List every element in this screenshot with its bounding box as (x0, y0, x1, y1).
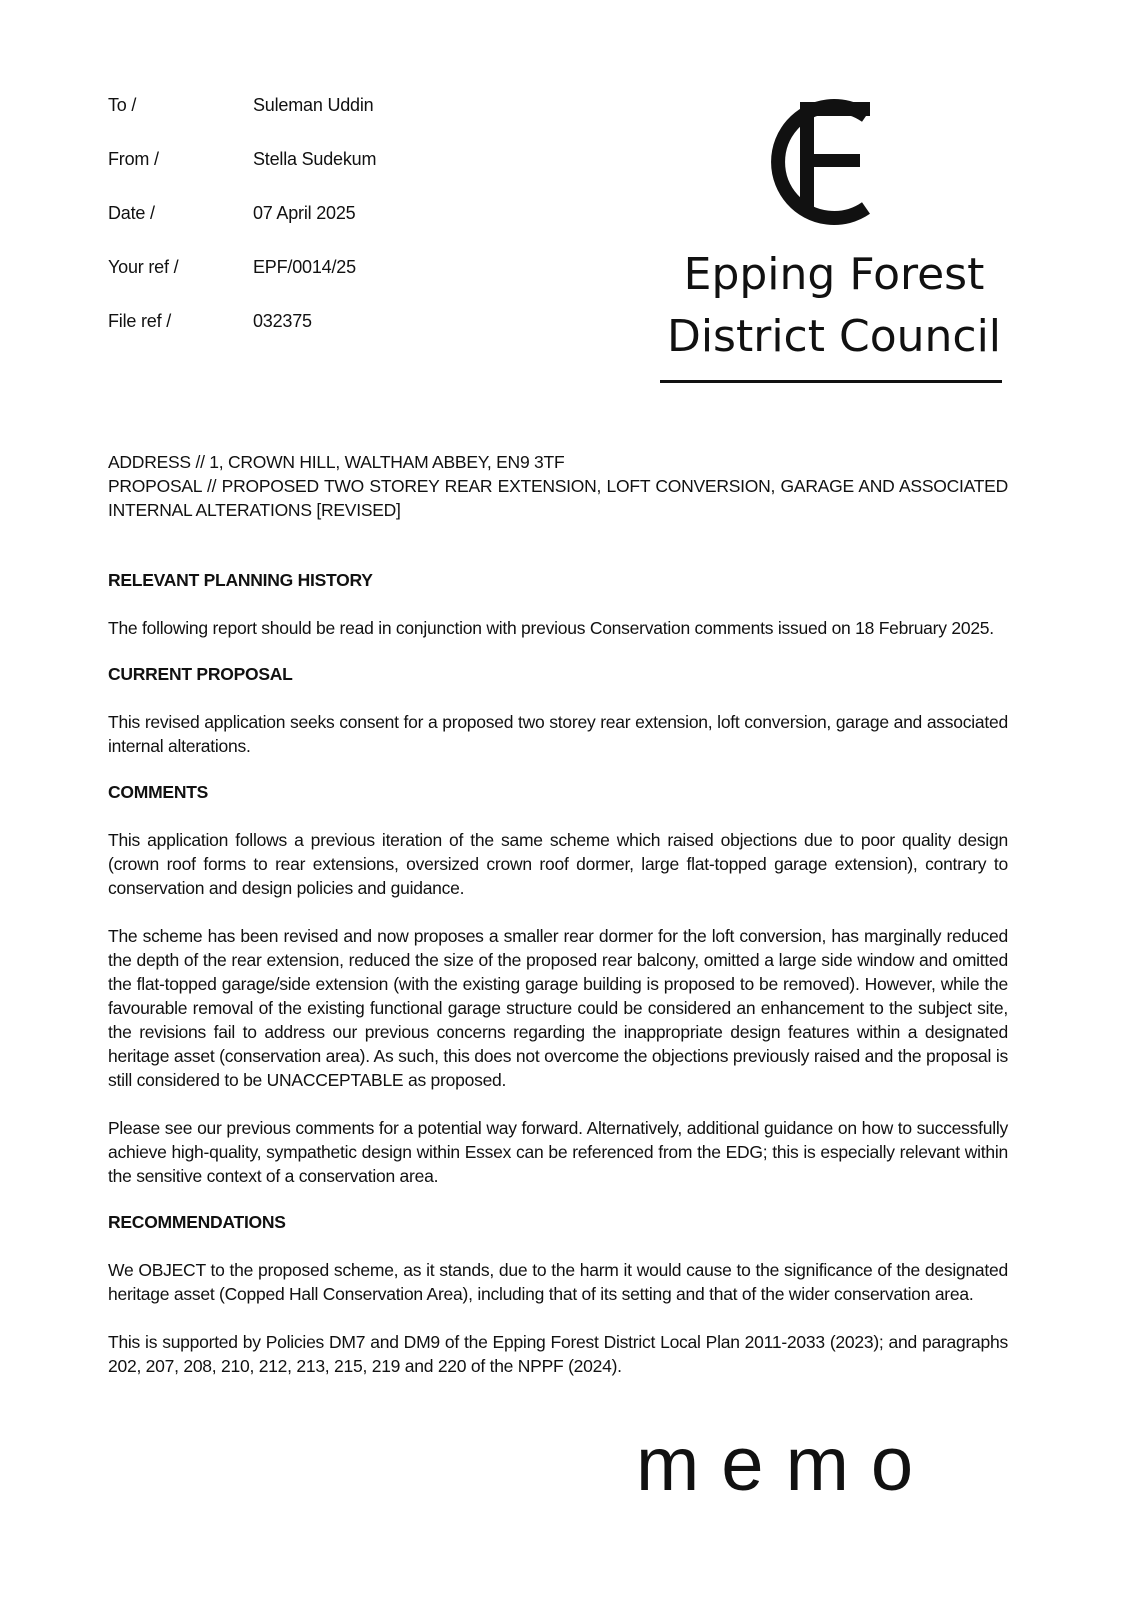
recommendations-paragraph-2: This is supported by Policies DM7 and DM9 of the Epping Forest District Local Plan 2011-2033 (2023); and paragraphs 202, 207, 208, 210, 212, 213, 215, 219 and 220 of the NPPF (2024). (108, 1332, 1008, 1376)
logo-divider (660, 380, 1002, 383)
to-label: To / (108, 95, 137, 115)
address-line: ADDRESS // 1, CROWN HILL, WALTHAM ABBEY, EN9 3TF (108, 452, 565, 472)
recommendations-paragraph-1: We OBJECT to the proposed scheme, as it stands, due to the harm it would cause to the significance of the designated heritage asset (Copped Hall Conservation Area), including that of its setting and that of the wider conservation area. (108, 1260, 1008, 1304)
your-ref-row (108, 256, 528, 310)
council-name-line1: Epping Forest (683, 249, 985, 300)
your-ref-label: Your ref / (108, 257, 179, 277)
council-logo (660, 88, 1008, 388)
file-ref-label: File ref / (108, 311, 172, 331)
comments-heading: COMMENTS (108, 782, 209, 802)
memo-label: memo (636, 1422, 936, 1507)
date-label: Date / (108, 203, 155, 223)
recommendations-heading: RECOMMENDATIONS (108, 1212, 286, 1232)
proposal-heading: CURRENT PROPOSAL (108, 664, 293, 684)
date-row (108, 202, 528, 256)
from-label: From / (108, 149, 159, 169)
date-value: 07 April 2025 (253, 203, 356, 223)
your-ref-value: EPF/0014/25 (253, 257, 356, 277)
proposal-text: This revised application seeks consent for a proposed two storey rear extension, loft conversion, garage and associated internal alterations. (108, 712, 1008, 756)
file-ref-row (108, 310, 528, 364)
history-heading: RELEVANT PLANNING HISTORY (108, 570, 373, 590)
from-row (108, 148, 528, 202)
comments-paragraph-1: This application follows a previous iteration of the same scheme which raised objections due to poor quality design (crown roof forms to rear extensions, oversized crown roof dormer, large flat-topped garage extension), contrary to conservation and design policies and guidance. (108, 830, 1008, 898)
council-name (660, 244, 1008, 368)
comments-paragraph-3: Please see our previous comments for a potential way forward. Alternatively, additional guidance on how to successfully achieve high-quality, sympathetic design within Essex can be referenced from the EDG; this is especially relevant within the sensitive context of a conservation area. (108, 1118, 1008, 1186)
to-value: Suleman Uddin (253, 95, 374, 115)
to-row (108, 94, 528, 148)
proposal-line: PROPOSAL // PROPOSED TWO STOREY REAR EXTENSION, LOFT CONVERSION, GARAGE AND ASSOCIATED INTERNAL ALTERATIONS [REVISED] (108, 476, 1008, 520)
memo-body (108, 450, 1008, 1378)
history-text: The following report should be read in conjunction with previous Conservation comments issued on 18 February 2025. (108, 618, 994, 638)
memo-header-fields (108, 94, 528, 364)
ef-logo-mark-icon (762, 88, 886, 236)
file-ref-value: 032375 (253, 311, 312, 331)
council-name-line2: District Council (666, 311, 1002, 362)
from-value: Stella Sudekum (253, 149, 377, 169)
comments-paragraph-2: The scheme has been revised and now proposes a smaller rear dormer for the loft conversion, has marginally reduced the depth of the rear extension, reduced the size of the proposed rear balcony, omitted a large side window and omitted the flat-topped garage/side extension (with the existing garage building is proposed to be removed). However, while the favourable removal of the existing functional garage structure could be considered an enhancement to the subject site, the revisions fail to address our previous concerns regarding the inappropriate design features within a designated heritage asset (conservation area). As such, this does not overcome the objections previously raised and the proposal is still considered to be UNACCEPTABLE as proposed. (108, 926, 1008, 1090)
